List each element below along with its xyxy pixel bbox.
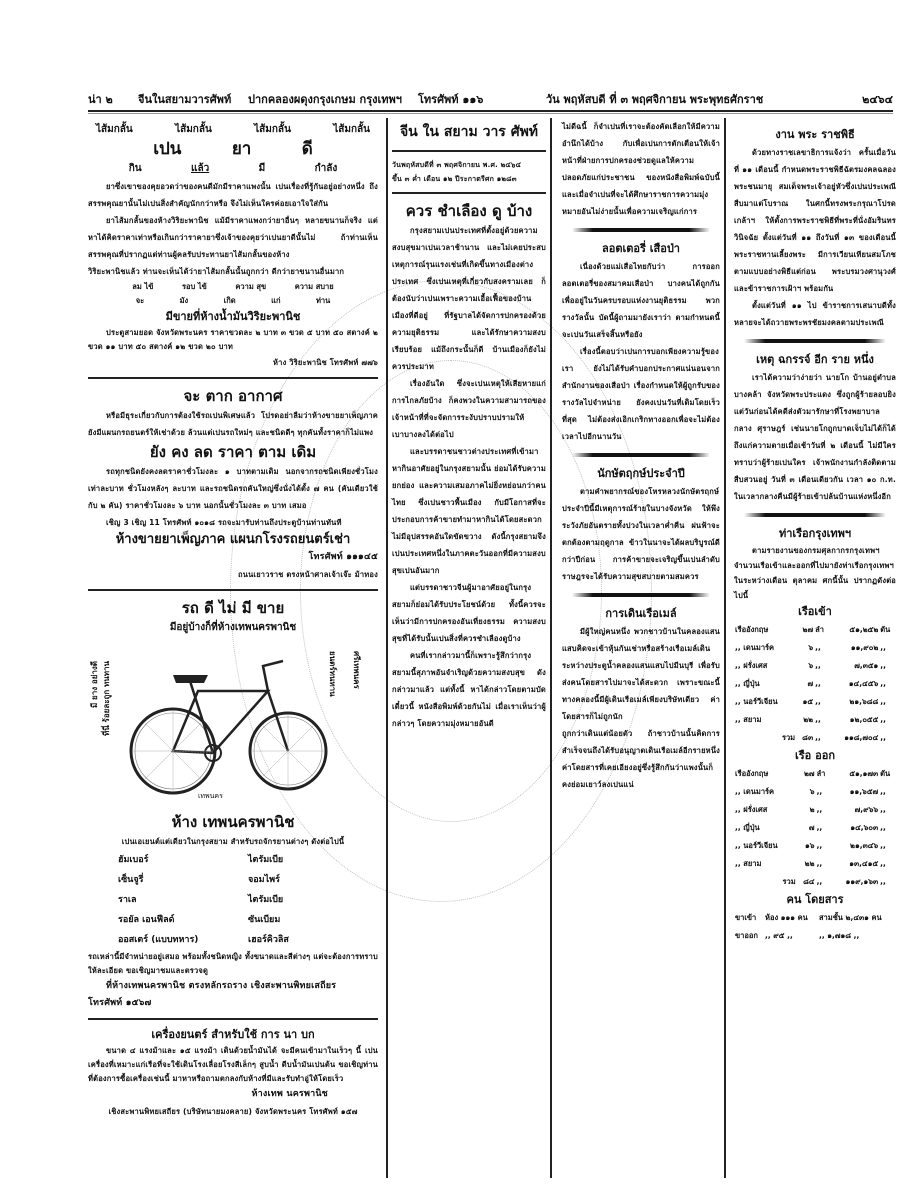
table-row <box>734 621 896 639</box>
table-cell: ๖ <box>809 787 815 796</box>
brand-name: ออสเตร์ (แบบทหาร) <box>118 935 199 945</box>
table-cell: ,, <box>815 679 821 688</box>
divider <box>392 192 546 194</box>
table-cell: ,, <box>880 841 886 850</box>
table-cell: ๒๒ <box>803 715 814 724</box>
issue-date: วัน พฤหัสบดี ที่ ๓ พฤศจิกายน พระพุทธศักราช <box>546 93 764 106</box>
ad-bicycle <box>88 597 378 1012</box>
table-cell: ,, <box>880 697 886 706</box>
ad-repeat-text: ไส้มกลั้น <box>96 124 133 135</box>
table-cell: ,, ญี่ปุ่น <box>735 679 760 688</box>
table-row <box>734 675 896 693</box>
table-cell: ,, <box>880 715 886 724</box>
table-cell: ๗,๙๖๖ <box>854 805 879 814</box>
article-paragraph: เนื่องด้วยแม่เสือไทยกับว่า การออกลอตเตอรี่ของสมาคมเสือป่า บางคนได้ถูกกันเพื่ออยู่ในวันครบรอบแห่งงานยุติธรรม พวกรางวัลนั้น บัดนี้ผู้ถามมายังเราว่า ตามกำหนดนี้จะเปนวันเสร็จสิ้นหรือยัง <box>562 262 720 339</box>
editorial-paragraph: คนที่เรากล่าวมานี้ก็เพราะรู้สึกว่ากรุงสยามนี้สุภาพอันจำเริญด้วยความสงบสุข ดังกล่าวมาแล้ว แต่ทั้งนี้ หาได้กล่าวโดยตามบัดเดี๋ยวนี้ หนังสือพิมพ์ด้วยกันไม่ เมื่อเราเห็นว่าผู้กล่าวๆ โดยความมุ่งหมายอันดี <box>392 651 546 728</box>
table-cell: เรืออังกฤษ <box>735 625 769 634</box>
ad-sub-word: มี <box>258 163 266 174</box>
table-total-row <box>734 729 896 747</box>
table-cell: ,, <box>816 787 823 796</box>
table-cell: ,, <box>816 805 823 814</box>
table-cell: ลำ <box>815 625 824 634</box>
article-paragraph: เรื่องนี้ตอบว่าเปนการบอกเพียงความรู้ของเรา ยังไม่ได้รับคำบอกประกาศแน่นอนจากสำนักงานของเสือป่า เรื่องกำหนดให้ผู้ถูกรับของรางวัลไปจำหน่าย ยังคงเปนวันที่เดิมโดยเร็วที่สุด ไม่ต้องส่งเอิกเกริกทางออกเพื่อจะไม่ต้องเวลาไปอีกนานวัน <box>562 347 720 441</box>
table-total-row <box>734 873 896 891</box>
table-row <box>734 783 896 801</box>
table-row <box>734 927 896 945</box>
table-cell: ,, เดนมาร์ค <box>735 787 775 796</box>
ornament-divider <box>572 593 710 597</box>
ad-address: เชิงสะพานพิทยเสถียร (บริษัทนายมงคลาย) จังหวัดพระนคร โทรศัพท์ ๑๕๗ <box>108 1107 358 1116</box>
table-row <box>734 639 896 657</box>
side-text-right: ศรีเทพนคร <box>352 651 361 689</box>
table-cell: ๘๓ <box>802 733 814 742</box>
article-paragraph: เราได้ความว่าง่ายว่า นายโก บ้านอยู่ตำบลบางคล้า จังหวัดพระประแดง ซึ่งถูกผู้ร้ายลอบยิงแต่วันก่อนได้คดีส่งตัวมารักษาที่โรงพยาบาลกลาง ศุราษฎร์ เช่นนายโกถูกบาดเจ็บไม่ได้ก็ได้ถึงแก่ความตายเมื่อเช้าวันที่ ๒ เดือนนี้ ไม่มีใครทราบว่าผู้ร้ายเปนใคร เจ้าพนักงานกำลังติดตามสืบสวนอยู่ วันที่ ๓ เดือนเดียวกัน เวลา ๑๐ ก.ท. ในเวลากลางคืนมีผู้ร้ายเข้าปล้นบ้านแห่งหนึ่งอีก <box>734 373 896 501</box>
column-4 <box>732 118 898 1158</box>
ad-price: ประตูสามยอด จังหวัดพระนคร ราคาขวดละ ๒ บาท ๓ ขวด ๕ บาท ๕๐ สตางค์ ๒ ขวด ๑๑ บาท ๕๐ สตางค์ ๑๒ ขวด ๒๐ บาท <box>88 328 378 351</box>
article-paragraph: ถูกกว่าเดินแต่น้อยตัว ถ้าชาวบ้านนั้นคิดการสำเร็จจนถึงได้รับอนุญาตเดินเรือเมล์อีกรายหนึ่ง ค่าโดยสารที่เคยเอียงอยู่ซึ่งรู้สึกกันว่าแพงนั้นก็คงย่อมเยาว์ลงเปนแน่ <box>562 729 721 789</box>
ornament-divider <box>572 228 710 232</box>
table-title-arrivals: เรือเข้า <box>798 605 832 618</box>
table-cell: ๑๔,๖๐๓ <box>850 823 879 832</box>
table-cell: ๕๑,๒๕๒ <box>849 625 879 634</box>
ad-list-item: เกิด <box>223 296 236 305</box>
table-cell: ,, นอร์วีเจียน <box>735 697 778 706</box>
table-cell: ,, เดนมาร์ค <box>735 643 775 652</box>
table-cell: ,, <box>880 787 886 796</box>
ad-signature: ห้าง วิริยะพานิช โทรศัพท์ ๗๗๖ <box>273 358 378 367</box>
header-rule-thin <box>88 113 893 114</box>
ad-paragraph: ยาซึ่งเขาของคุยอวดว่าของคนดีมักมีราคาแพงนั้น เปนเรื่องที่รู้กันอยู่อย่างหนึ่ง ถึงสรรพคุณยานั้นไม่เปนสิ่งสำคัญนักกว่าหรือ จึงไม่เห็นใครค่อยเอาใจใส่กัน <box>88 182 378 208</box>
ad-intro: เปนเอเยนต์แต่เดียวในกรุงสยาม สำหรับรถจักรยานต่างๆ ดังต่อไปนี้ <box>121 837 345 846</box>
brand-name: ไตรัมเบีย <box>248 855 284 865</box>
paper-phone: โทรศัพท์ ๑๑๖ <box>418 93 484 106</box>
side-text-left: ที่นี่ ร้อยละถูก ทนทาน <box>102 661 111 736</box>
editorial-continuation: ไม่ดีฉนี้ ก็จำเปนที่เราจะต้องคัดเลือกให้มีความอำนึกได้บ้าง กับเพื่อเปนการตักเตือนให้เจ้าหน้าที่ฝ่ายการปกครองช่วยดูแลให้ความปลอดภัยแก่ประชาชน ของหนังสือพิมพ์ฉบับนี้ และเมื่อจำเปนที่จะได้ศึกษาราชการความมุ่งหมายอันไม่ง่ายนั้นเพื่อความเจริญแก่การ <box>562 122 720 216</box>
page-number: น่า ๒ <box>88 93 113 106</box>
table-cell: ๒๑,๖๘๘ <box>849 697 879 706</box>
masthead-date: วันพฤหัสบดีที่ ๓ พฤศจิกายน พ.ศ. ๒๔๖๔ <box>392 161 522 169</box>
article-title-crime: เหตุ ฉกรรจ์ อีก ราย หนึ่ง <box>756 353 874 366</box>
divider <box>88 377 378 379</box>
editorial-paragraph: และบรรดาชนชาวต่างประเทศที่เข้ามาหากินอาศัยอยู่ในกรุงสยามนั้น ย่อมได้รับความยกย่อง และความเสมอภาคไม่ยิ่งหย่อนกว่าคนไทย ซึ่งเปนชาวพื้นเมือง กับมีโอกาสที่จะประกอบการค้าขายทำมาหากินได้โดยสะดวก ไม่มีอุปสรรคอันใดขัดขวาง ดังนี้กรุงสยามจึงเปนประเทศหนึ่งในภาคตะวันออกที่มีความสงบสุขเปนอันมาก <box>392 447 546 575</box>
brand-list <box>88 850 378 950</box>
ad-phone: โทรศัพท์ ๑๑๑๔๕ <box>308 552 378 562</box>
table-row <box>734 855 896 873</box>
ad-headline-word: ดี <box>301 139 313 159</box>
ad-paragraph: รถทุกชนิดยังคงลดราคาชั่วโมงละ ๑ บาทตามเดิม นอกจากรถชนิดเพียงชั่วโมงเท่าละบาท ชั่วโมงหลังๆ ละบาท และรถชนิดรถคันใหญ่ซึ่งนั่งได้ตั้ง ๗ คน (คันเดียวใช้กับ ๒ คัน) ราคาชั่วโมงละ ๖ บาท นอกนั้นชั่วโมงละ ๓ บาท เสมอ <box>88 467 378 510</box>
table-cell: ,, ญี่ปุ่น <box>735 823 760 832</box>
table-cell: รวม <box>781 733 796 742</box>
editorial-paragraph: กรุงสยามเปนประเทศที่ตั้งอยู่ด้วยความสงบสุขมาเปนเวลาช้านาน และไม่เคยประสบเหตุการณ์รุนแรงเช่นที่เกิดขึ้นทางเมืองต่างประเทศ ซึ่งเปนเหตุที่เกี่ยวกับสงครามเลย ก็ต้องนับว่าเปนเพราะความเอื้อเฟื้อของบ้านเมืองที่ดีอยู่ ที่รัฐบาลได้จัดการปกครองด้วยความยุติธรรม และได้รักษาความสงบเรียบร้อย แม้ถึงกระนั้นก็ดี บ้านเมืองก็ยังไม่ควรประมาท <box>392 226 546 371</box>
page-header <box>88 88 893 110</box>
ad-title: ยัง คง ลด ราคา ตาม เดิม <box>149 443 317 461</box>
departures-table <box>734 765 896 891</box>
ad-sub-word: กำลัง <box>314 163 338 174</box>
table-cell: ,, <box>816 841 823 850</box>
table-row <box>734 909 896 927</box>
passengers-table <box>734 909 896 945</box>
arrivals-table <box>734 621 896 747</box>
table-cell: ๑๔,๔๕๖ <box>848 679 879 688</box>
article-paragraph: ตามคำพยากรณ์ของโหรหลวงนักษัตรฤกษ์ประจำปีนี้มีเหตุการณ์ร้ายในบางจังหวัด ให้พึงระวังภัยอันตรายทั้งปวงในเวลาค่ำคืน ฝนฟ้าจะตกต้องตามฤดูกาล ข้าวในนาจะได้ผลบริบูรณ์ดีกว่าปีก่อน การค้าขายจะเจริญขึ้นเปนลำดับ ราษฎรจะได้รับความสุขสบายตามสมควร <box>562 487 720 581</box>
article-title-astrology: นักษัตฤกษ์ประจำปี <box>597 467 685 480</box>
table-cell: ,, สยาม <box>735 715 762 724</box>
brand-name: ไตรัมเบีย <box>248 895 284 905</box>
table-cell: ,, <box>880 859 886 868</box>
ad-list-item: จะ <box>135 296 145 305</box>
ornament-divider <box>744 513 886 517</box>
table-title-departures: เรือ ออก <box>795 749 835 762</box>
masthead-lunar-date: ขึ้น ๓ ค่ำ เดือน ๑๒ ปีระกาตรีศก ๑๒๘๓ <box>392 175 517 183</box>
table-row <box>734 693 896 711</box>
brand-name: เซ็นจูรี่ <box>118 875 144 885</box>
article-paragraph: มีผู้ใหญ่คนหนึ่ง พวกชาวบ้านในคลองแสนแสบคิดจะเข้าหุ้นกันเช่าหรือสร้างเรือเมล์เดินระหว่างประตูน้ำคลองแสนแสบไปมีนบุรี เพื่อรับส่งคนโดยสารไปมาจะได้สะดวก เพราะขณะนี้ทางคลองนี้มีผู้เดินเรือเมล์เพียงบริษัทเดียว ค่าโดยสารก็ไม่ถูกนัก <box>562 627 720 721</box>
table-cell: ,, <box>880 805 886 814</box>
brand-name: ซันเบียม <box>248 915 281 925</box>
table-cell: ๑๑๙,๑๖๓ <box>845 877 879 886</box>
table-cell: ๖ <box>808 643 814 652</box>
ad-list-item: ท่าน <box>315 296 331 305</box>
article-paragraph: ด้วยทางราชเลขาธิการแจ้งว่า ครั้นเมื่อวันที่ ๑๑ เดือนนี้ กำหนดพระราชพิธีฉัตรมงคลฉลองพระชนมายุ สมเด็จพระเจ้าอยู่หัวซึ่งเปนประเพณีสืบมาแต่โบราณ ในศกนี้ทรงพระกรุณาโปรดเกล้าฯ ให้ตั้งการพระราชพิธีที่พระที่นั่งอัมรินทรวินิจฉัย ตั้งแต่วันที่ ๑๑ ถึงวันที่ ๑๓ ของเดือนนี้ พระราชทานเลี้ยงพระ มีการเวียนเทียนสมโภชตามแบบอย่างพิธีแต่ก่อน พระบรมวงศานุวงศ์และข้าราชการเฝ้าฯ พร้อมกัน <box>734 148 896 293</box>
table-cell: ๑๑,๙๐๒ <box>850 643 879 652</box>
table-cell: ห้อง ๑๑๑ คน <box>765 913 808 922</box>
table-row <box>734 711 896 729</box>
ad-paragraph: วิริยะพานิชแล้ว ท่านจะเห็นได้ว่ายาไส้มกลั้นนั้นถูกกว่า ดีกว่ายาขนานอื่นมาก <box>88 267 345 276</box>
column-3 <box>558 118 726 1178</box>
table-cell: ๘๔ <box>803 877 815 886</box>
ad-paragraph: ยาไส้มกลั้นของห้างวิริยะพานิช แม้มีราคาแพงกว่ายาอื่นๆ หลายขนานก็จริง แต่หาได้คิดราคาเท่าหรือเกินกว่าราคายาซึ่งเจ้าของคุยว่าเปนยาดีนั้นไม่ ถ้าท่านเห็นสรรพคุณที่ปรากฏแต่ท่านผู้คลรับประทานยาไส้มกลั้นของห้าง <box>88 216 378 259</box>
table-cell: ,, <box>816 877 823 886</box>
table-cell: ,, <box>880 661 886 670</box>
ad-company: ห้างขายยาเพ็ญภาค แผนกโรงรถยนตร์เช่า <box>115 532 351 547</box>
ad-repeat-text: ไส้มกลั้น <box>333 124 370 135</box>
brand-name: จอมไพร์ <box>248 875 280 885</box>
table-row <box>734 837 896 855</box>
ad-paragraph: หรือมีธุระเกี่ยวกับการต้องใช้รถเปนพิเศษแล้ว โปรดอย่าลืมว่าห้างขายยาเพ็ญภาค ยังมีแผนกรถยนตร์ให้เช่าด้วย ล้วนแต่เปนรถใหม่ๆ และชนิดดีๆ ทุกคันทั้งราคาก็ไม่แพง <box>88 411 378 437</box>
table-cell: ๑๖ <box>805 841 815 850</box>
ad-list-item: ลม ไข้ <box>132 282 154 291</box>
ad-company: ห้าง เทพนครพานิช <box>171 813 295 831</box>
bicycle-illustration <box>88 641 378 811</box>
ad-repeat-text: ไส้มกลั้น <box>254 124 291 135</box>
table-cell: ๖ <box>808 661 814 670</box>
table-cell: ,, ๑,๗๑๘ ,, <box>818 931 860 940</box>
ad-list-item: ความ สุข <box>235 282 267 291</box>
divider <box>88 589 378 591</box>
table-cell: ตัน <box>880 769 891 778</box>
table-cell: ๗ <box>808 823 815 832</box>
table-cell: ตัน <box>880 625 891 634</box>
image-caption: เทพนคร <box>198 792 223 800</box>
editorial-paragraph: แต่บรรดาชาวจีนผู้มาอาศัยอยู่ในกรุงสยามก็ย่อมได้รับประโยชน์ด้วย ทั้งนี้ควรจะเห็นว่ามีการปกครองอันเที่ยงธรรม ความสงบสุขที่ได้รับนั้นเปนสิ่งที่ควรชำเลืองดูบ้าง <box>392 583 546 643</box>
brand-name: ฮัมเบอร์ <box>118 855 149 865</box>
table-cell: ๒๒ <box>804 859 815 868</box>
article-paragraph: ตั้งแต่วันที่ ๑๑ ไป ข้าราชการเสนาบดีทั้งหลายจะได้ถวายพระพรชัยมงคลตามประเพณี <box>734 301 896 327</box>
table-cell: ,, <box>880 733 886 742</box>
table-cell: ,, <box>816 823 823 832</box>
table-cell: ขาเข้า <box>735 913 757 922</box>
table-cell: ขาออก <box>735 931 758 940</box>
table-cell: ๑๑,๖๕๗ <box>849 787 879 796</box>
ad-car-rental <box>88 385 378 583</box>
editorial-title: ควร ชำเลือง ดู บ้าง <box>405 202 533 220</box>
ad-repeat-text: ไส้มกลั้น <box>175 124 212 135</box>
article-paragraph: ตามรายงานของกรมศุลกากรกรุงเทพฯ จำนวนเรือเข้าและออกที่ไปมายังท่าเรือกรุงเทพฯ ในระหว่างเดือน ตุลาคม ศกนี้นั้น ปรากฏดังต่อไปนี้ <box>734 546 896 600</box>
table-row <box>734 765 896 783</box>
table-row <box>734 801 896 819</box>
table-cell: ๗ <box>807 679 814 688</box>
table-cell: ,, <box>880 679 886 688</box>
ad-paragraph: รถเหล่านี้มีจำหน่ายอยู่เสมอ พร้อมทั้งชนิดหญิง ทั้งขนาดและสีต่างๆ แต่จะต้องการทราบให้ละเอียด ขอเชิญมาชมและตรวจดู <box>88 952 378 975</box>
table-cell: ๒๗ <box>802 625 814 634</box>
table-cell: ,, ฝรั่งเศส <box>735 661 768 670</box>
ad-sub-word: กิน <box>128 163 142 174</box>
ad-title: จะ ตาก อากาศ <box>183 387 283 405</box>
ad-list-item: ความ สบาย <box>294 282 334 291</box>
table-cell: ๑๓,๔๑๕ <box>849 859 879 868</box>
divider <box>88 1018 378 1020</box>
ornament-divider <box>744 339 886 343</box>
ad-paragraph: ขนาด ๔ แรงม้าและ ๑๕ แรงม้า เดินด้วยน้ำมันได้ จะมีคนเข้ามาในเร็วๆ นี้ เปนเครื่องที่เหมาะแก่เรือที่จะใช้เดินโรงเลื่อยโรงสีเล็กๆ สูบน้ำ ดีบน้ำมันเปนต้น ขอเชิญท่านที่ต้องการซื้อเครื่องเช่นนี้ มาหาหรือถามตกลงกับห้างที่มีและรับทำอู่ให้โดยเร็ว <box>88 1046 378 1083</box>
ad-phone: โทรศัพท์ ๑๕๖๗ <box>88 998 152 1008</box>
brand-name: ราเล <box>118 895 137 905</box>
ornament-divider <box>572 453 710 457</box>
ad-medicine <box>88 118 378 371</box>
table-cell: ,, นอร์วีเจียน <box>735 841 778 850</box>
ad-title: รถ ดี ไม่ มี ขาย <box>181 599 285 617</box>
table-cell: ,, สยาม <box>735 859 762 868</box>
header-rule <box>88 110 893 112</box>
table-cell: ,, <box>880 823 886 832</box>
article-title-lottery: ลอตเตอรี่ เสือป่า <box>602 242 680 255</box>
table-cell: ,, <box>816 859 823 868</box>
ad-paragraph: เชิญ 3 เชิญ 11 โทรศัพท์ ๑๐๑๘ รถจะมารับท่านถึงประตูบ้านท่านทันที <box>106 518 342 527</box>
masthead: จีน ใน สยาม วาร ศัพท์ <box>399 124 539 140</box>
ad-sub-word: แล้ว <box>191 163 210 174</box>
article-title-royal: งาน พระ ราชพิธี <box>775 128 855 141</box>
article-title-port: ท่าเรือกรุงเทพฯ <box>778 527 852 540</box>
ad-list-item: รอบ ไข้ <box>181 282 207 291</box>
table-cell: รวม <box>782 877 796 886</box>
editorial-paragraph: เรื่องอันใด ซึ่งจะเปนเหตุให้เสียหายแก่การไกลภัยบ้าง ก็คงพวงในความสามารถของเจ้าหน้าที่ที่จะจัดการระงับปราบปรามให้เบาบางลงได้ต่อไป <box>392 379 546 439</box>
table-cell: สามชั้น ๒,๔๓๑ คน <box>818 913 882 922</box>
bicycle-icon <box>128 641 328 801</box>
table-cell: ,, <box>815 643 821 652</box>
table-cell: ๑๒,๐๕๕ <box>849 715 879 724</box>
brand-name: เฮอร์คิวลิส <box>248 935 289 945</box>
ad-seller: มีขายที่ห้างน้ำมันวิริยะพานิช <box>165 310 301 323</box>
table-cell: ๒๑,๓๔๖ <box>850 841 879 850</box>
table-cell: ,, <box>815 715 821 724</box>
table-row <box>734 819 896 837</box>
divider <box>392 150 546 152</box>
table-cell: ,, ฝรั่งเศส <box>735 805 768 814</box>
ad-engine <box>88 1026 378 1120</box>
table-cell: ๗,๓๕๑ <box>854 661 879 670</box>
table-cell: ,, <box>880 877 886 886</box>
table-cell: ,, ๙๕ ,, <box>765 931 793 940</box>
table-title-passengers: คน โดยสาร <box>786 893 844 906</box>
ad-title: เครื่องยนตร์ สำหรับใช้ การ นา บก <box>151 1028 315 1041</box>
article-title-mailboat: การเดินเรือเมล์ <box>605 607 677 620</box>
ad-address: ถนนเยาวราช ตรงหน้าศาลเจ้าเจ๊ะ ม้าทอง <box>238 570 378 579</box>
table-row <box>734 657 896 675</box>
ad-subtitle: มีอยู่บ้างก็ที่ห้างเทพนครพานิช <box>169 622 297 633</box>
ad-headline-word: เปน <box>153 139 182 159</box>
table-cell: เรืออังกฤษ <box>735 769 769 778</box>
paper-name: จีนในสยามวารศัพท์ <box>138 93 232 106</box>
table-cell: ๑๕ <box>802 697 814 706</box>
side-text-left: มี ยาง อย่างดี <box>90 661 99 709</box>
column-1 <box>88 118 378 1198</box>
table-cell: ๑๑๘,๗๐๔ <box>844 733 879 742</box>
ad-list-item: มัง <box>179 296 189 305</box>
table-cell: ๒๗ <box>803 769 815 778</box>
side-text-right: ยนตร์ทนทาน <box>328 651 337 697</box>
table-cell: ๕๑,๑๗๓ <box>849 769 879 778</box>
table-cell: ,, <box>880 643 886 652</box>
column-2 <box>386 118 552 1178</box>
paper-address: ปากคลองผดุงกรุงเกษม กรุงเทพฯ <box>248 93 402 106</box>
table-cell: ,, <box>815 697 821 706</box>
ad-list-item: แก่ <box>271 296 281 305</box>
ad-address: ที่ห้างเทพนครพานิช ตรงหลักรถราง เชิงสะพานพิทยเสถียร <box>106 981 337 991</box>
issue-year: ๒๔๖๔ <box>862 93 893 106</box>
brand-name: รอยัล เอนฟีลด์ <box>118 915 175 925</box>
ad-company: ห้างเทพ นครพานิช <box>251 1089 328 1099</box>
table-cell: ,, <box>815 661 821 670</box>
ad-headline-word: ยา <box>231 139 252 159</box>
table-cell: ๒ <box>809 805 815 814</box>
table-cell: ,, <box>815 733 821 742</box>
table-cell: ลำ <box>816 769 826 778</box>
